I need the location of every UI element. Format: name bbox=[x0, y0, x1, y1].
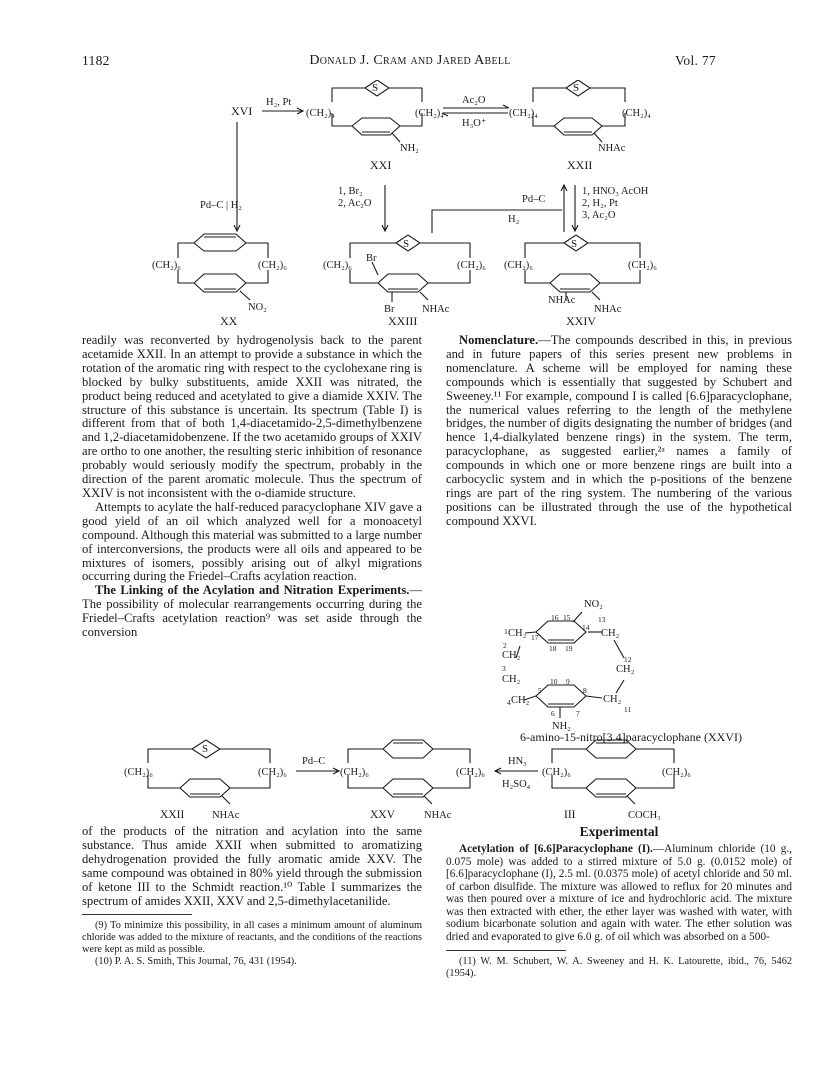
chain-label: (CH₂)₆ bbox=[258, 260, 287, 271]
reaction-scheme-top bbox=[0, 80, 820, 332]
chain-label: (CH₂)₆ bbox=[340, 767, 369, 778]
acetamido-group: NHAc bbox=[212, 810, 240, 821]
reagent-step-1: 1, HNO₃ AcOH bbox=[582, 186, 649, 197]
ring-s-label: S bbox=[202, 743, 209, 755]
reagent-step-3: 3, Ac₂O bbox=[582, 210, 616, 221]
paragraph: Attempts to acylate the half-reduced paracyclophane XIV gave a good yield of an oil which analyzed well for a monoacetyl compound. Although this material was submitted to a large number of interconversions, the products were all oils and appeared to be mixtures of isomers, possibly arising out of alkyl migrations occurring during the Friedel–Crafts acylation reaction. bbox=[82, 499, 422, 584]
chain-label: (CH₂)₄ bbox=[509, 108, 538, 119]
compound-label-xxi: XXI bbox=[370, 158, 392, 172]
position-number: 11 bbox=[624, 705, 632, 714]
acetamido-group: NHAc bbox=[422, 304, 450, 315]
amine-group: NH₂ bbox=[552, 721, 571, 732]
nitro-group: NO₂ bbox=[584, 599, 603, 610]
position-number: 9 bbox=[566, 677, 570, 686]
nitro-group: NO₂ bbox=[248, 302, 267, 313]
text-column-right-top bbox=[446, 334, 792, 529]
chain-label: (CH₂)₄ bbox=[622, 108, 651, 119]
paragraph: readily was reconverted by hydrogenolysis back to the parent acetamide XXII. In an attempt to provide a substance in which the rotation of the aromatic ring with respect to the cyclohexane ring is blocked by bulky substituents, amide XXII was nitrated, the product being reduced and acetylated to give a diamide XXIV. The structure of this substance is uncertain. Its spectrum (Table I) is different from that of both 1,4-diacetamido-2,5-dimethylbenzene and 1,2-diacetamidobenzene. If the two acetamido groups of XXIV are ortho to one another, the resulting steric inhibition of resonance probably would seriously modify the spectrum, probably in the direction of the parent aromatic molecule. Thus the spectrum of XXIV is not inconsistent with the o-diamide structure. bbox=[82, 333, 422, 500]
position-number: 7 bbox=[576, 709, 580, 718]
position-number: 14 bbox=[582, 623, 590, 632]
methylene-label: CH₂ bbox=[502, 650, 521, 661]
compound-label-xvi: XVI bbox=[231, 104, 253, 118]
footnote-10: (10) P. A. S. Smith, This Journal, 76, 431 (1954). bbox=[95, 956, 297, 968]
chain-label: (CH₂)₆ bbox=[457, 260, 486, 271]
reagent-h2-pt: H₂, Pt bbox=[266, 97, 292, 108]
methylene-label: CH₂ bbox=[511, 695, 530, 706]
footnote-rule bbox=[82, 914, 192, 915]
position-number: 17 bbox=[531, 633, 539, 642]
methylene-label: CH₂ bbox=[601, 628, 620, 639]
amine-group: NH₂ bbox=[400, 143, 419, 154]
position-number: 5 bbox=[538, 686, 542, 695]
chain-label: (CH₂)₆ bbox=[542, 767, 571, 778]
position-number: 18 bbox=[549, 644, 557, 653]
position-number: 19 bbox=[565, 644, 573, 653]
compound-label-xxiv: XXIV bbox=[566, 314, 596, 328]
position-number: 1 bbox=[504, 627, 508, 636]
methylene-label: CH₂ bbox=[616, 664, 635, 675]
position-number: 6 bbox=[551, 709, 555, 718]
ring-s-label: S bbox=[573, 82, 580, 94]
compound-label-xxv: XXV bbox=[370, 809, 395, 821]
procedure-heading: Acetylation of [6.6]Paracyclophane (I). bbox=[459, 842, 653, 855]
reagent-pd-c-h2: Pd–C | H₂ bbox=[200, 200, 242, 211]
position-number: 4 bbox=[507, 698, 511, 707]
acetamido-group: NHAc bbox=[548, 295, 576, 306]
reagent-h2so4: H₂SO₄ bbox=[502, 779, 531, 790]
compound-label-xx: XX bbox=[220, 314, 238, 328]
chain-label: (CH₂)₆ bbox=[662, 767, 691, 778]
compound-caption: 6-amino-15-nitro[3.4]paracyclophane (XXVI) bbox=[520, 730, 742, 744]
chain-label: (CH₂)₆ bbox=[456, 767, 485, 778]
acetyl-group: COCH₃ bbox=[628, 810, 661, 821]
chain-label: (CH₂)₆ bbox=[258, 767, 287, 778]
reaction-scheme-bottom bbox=[0, 735, 820, 805]
paragraph-text: —The compounds described in this, in previous and in future papers of this series present new problems in nomenclature. A scheme will be employed for naming these compounds which is essentially that suggested by Schubert and Sweeney.¹¹ For example, compound I is called [6.6]paracyclophane, the numerical values referring to the length of the methylene bridges, the number of digits designating the number of bridges (and hence 1,4-dialkylated benzene rings) in the system. The term, paracyclophane, as suggested earlier,²ᵃ names a family of compounds in which one or more benzene rings are built into a carbocyclic system and in which the p-positions of the benzene rings are part of the ring system. The numbering of the various positions can be illustrated through the use of the hypothetical compound XXVI. bbox=[446, 333, 792, 528]
ring-s-label: S bbox=[571, 238, 578, 250]
compound-label-xxiii: XXIII bbox=[388, 314, 418, 328]
compound-label-xxii: XXII bbox=[567, 158, 593, 172]
section-title-experimental: Experimental bbox=[579, 824, 659, 839]
chain-label: (CH₂)₄ bbox=[306, 108, 335, 119]
position-number: 15 bbox=[563, 613, 571, 622]
text-column-left-top bbox=[82, 334, 422, 640]
reagent-h3o: H₃O⁺ bbox=[462, 118, 487, 129]
position-number: 12 bbox=[624, 655, 632, 664]
footnote-rule bbox=[446, 950, 566, 951]
running-head-authors: Donald J. Cram and Jared Abell bbox=[309, 53, 511, 68]
position-number: 8 bbox=[583, 686, 587, 695]
compound-xxvi-structure bbox=[0, 598, 820, 744]
reagent-pd-c: Pd–C bbox=[522, 194, 546, 205]
section-heading: The Linking of the Acylation and Nitration Experiments. bbox=[95, 583, 410, 598]
reagent-step-1: 1, Br₂ bbox=[338, 186, 363, 197]
text-column-left-bottom bbox=[82, 825, 422, 968]
chain-label: (CH₂)₄ bbox=[415, 108, 444, 119]
chain-label: (CH₂)₆ bbox=[152, 260, 181, 271]
compound-label-xxii: XXII bbox=[160, 809, 185, 821]
bromo-group: Br bbox=[366, 253, 377, 264]
text-column-right-bottom bbox=[446, 825, 792, 980]
acetamido-group: NHAc bbox=[598, 143, 626, 154]
reagent-hn3: HN₃ bbox=[508, 756, 527, 767]
position-number: 10 bbox=[550, 677, 558, 686]
paragraph-text: —Aluminum chloride (10 g., 0.075 mole) was added to a stirred mixture of 5.0 g. (0.0152 mole) of [6.6]paracyclophane (I), 2.5 ml. (0.0375 mole) of acetyl chloride and 50 ml. of carbon disulfide. The mixture was allowed to reflux for 20 minutes and was then poured over a mixture of ice and hydrochloric acid. The mixture was then extracted with ether, the ether layer was washed with water, with sodium bicarbonate solution and again with water. The ether solution was dried and evaporated to give 6.0 g. of oil which was absorbed on a 500- bbox=[446, 842, 792, 944]
reagent-pd-c: Pd–C bbox=[302, 756, 326, 767]
bromo-group: Br bbox=[384, 304, 395, 315]
reagent-step-2: 2, H₂, Pt bbox=[582, 198, 618, 209]
paragraph bbox=[446, 843, 792, 944]
acetamido-group: NHAc bbox=[594, 304, 622, 315]
reagent-h2: H₂ bbox=[508, 214, 520, 225]
ring-s-label: S bbox=[403, 238, 410, 250]
chain-label: (CH₂)₆ bbox=[504, 260, 533, 271]
position-number: 16 bbox=[551, 613, 559, 622]
paragraph-text: —The possibility of molecular rearrangements occurring during the Friedel–Crafts acetylation reaction⁹ was set aside through the conversion bbox=[82, 583, 422, 640]
acetamido-group: NHAc bbox=[424, 810, 452, 821]
position-number: 3 bbox=[502, 664, 506, 673]
ring-s-label: S bbox=[372, 82, 379, 94]
section-heading: Nomenclature. bbox=[459, 333, 539, 347]
paragraph bbox=[446, 334, 792, 529]
compound-label-iii: III bbox=[564, 809, 576, 821]
methylene-label: CH₂ bbox=[603, 694, 622, 705]
reagent-ac2o: Ac₂O bbox=[462, 95, 486, 106]
journal-volume: Vol. 77 bbox=[675, 53, 716, 68]
footnote-11: (11) W. M. Schubert, W. A. Sweeney and H. K. Latourette, ibid., 76, 5462 (1954). bbox=[446, 955, 792, 979]
methylene-label: CH₂ bbox=[502, 674, 521, 685]
reaction-scheme-bottom-labels bbox=[0, 803, 820, 825]
methylene-label: CH₂ bbox=[508, 628, 527, 639]
page-number: 1182 bbox=[82, 53, 110, 68]
chain-label: (CH₂)₆ bbox=[323, 260, 352, 271]
position-number: 13 bbox=[598, 615, 606, 624]
chain-label: (CH₂)₆ bbox=[628, 260, 657, 271]
position-number: 2 bbox=[503, 641, 507, 650]
reagent-step-2: 2, Ac₂O bbox=[338, 198, 372, 209]
chain-label: (CH₂)₆ bbox=[124, 767, 153, 778]
footnote-9: (9) To minimize this possibility, in all cases a minimum amount of aluminum chloride was added to the mixture of reactants, and the conditions of the reactions were kept as mild as possible. bbox=[82, 920, 422, 956]
paragraph: of the products of the nitration and acylation into the same substance. Thus amide XXII when submitted to aromatizing dehydrogenation provided the fully aromatic amide XXV. The same compound was obtained in 80% yield through the submission of ketone III to the Schmidt reaction.¹⁰ Table I summarizes the spectrum of amides XXII, XXV and 2,5-dimethylacetanilide. bbox=[82, 824, 422, 908]
